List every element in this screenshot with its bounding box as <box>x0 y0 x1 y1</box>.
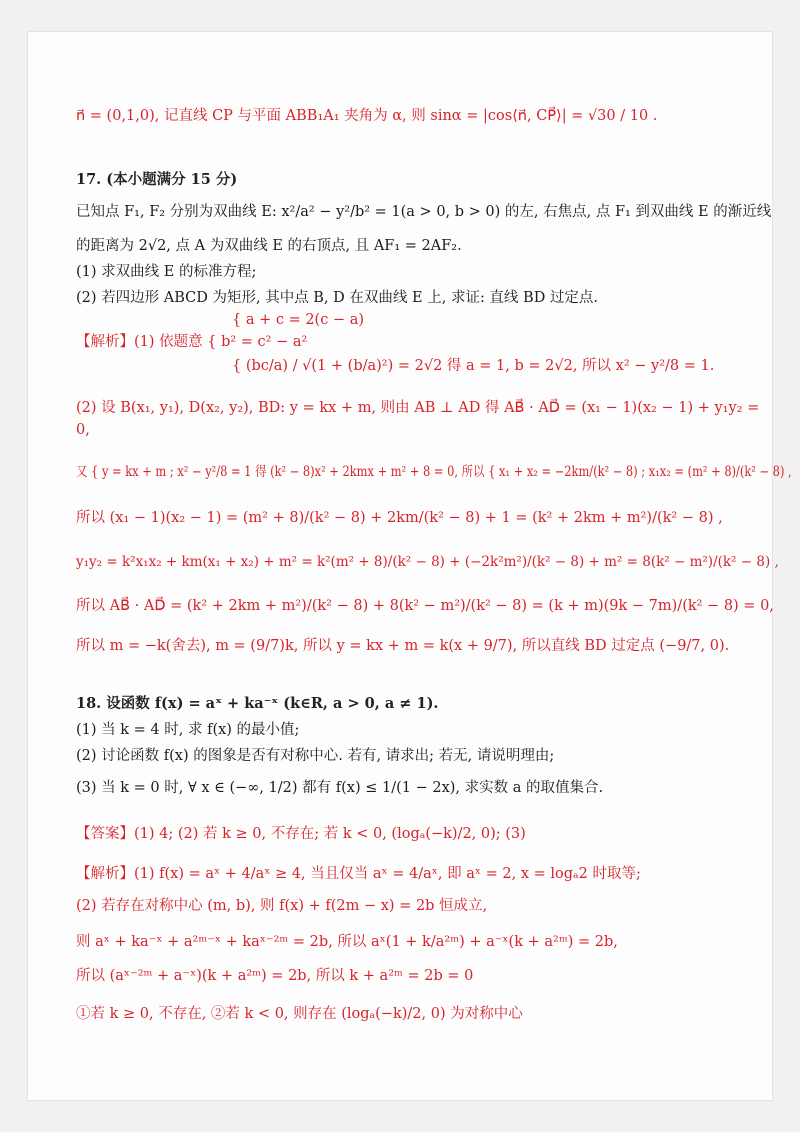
solution-line: 所以 (aˣ⁻²ᵐ + a⁻ˣ)(k + a²ᵐ) = 2b, 所以 k + a²ᵐ = 2b = 0 <box>76 968 474 984</box>
solution-line: { (bc/a) / √(1 + (b/a)²) = 2√2 得 a = 1, b = 2√2, 所以 x² − y²/8 = 1. <box>232 358 715 374</box>
solution-line: 所以 (x₁ − 1)(x₂ − 1) = (m² + 8)/(k² − 8) + 2km/(k² − 8) + 1 = (k² + 2km + m²)/(k² − 8) , <box>76 510 723 526</box>
problem-17-heading: 17. (本小题满分 15 分) <box>76 171 238 188</box>
answer-line: 【答案】(1) 4; (2) 若 k ≥ 0, 不存在; 若 k < 0, (logₐ(−k)/2, 0); (3) <box>76 826 526 842</box>
solution-line: (2) 设 B(x₁, y₁), D(x₂, y₂), BD: y = kx + m, 则由 AB ⊥ AD 得 AB⃗ · AD⃗ = (x₁ − 1)(x₂ − 1) + y₁y₂ = <box>76 400 760 416</box>
solution-line: 又 { y = kx + m ; x² − y²/8 = 1 得 (k² − 8)x² + 2kmx + m² + 8 = 0, 所以 { x₁ + x₂ = −2km/(k² − 8) ; x₁x₂ = (m² + 8)/(k² − 8) , <box>76 464 792 480</box>
problem-18-heading: 18. 设函数 f(x) = aˣ + ka⁻ˣ (k∈R, a > 0, a ≠ 1). <box>76 695 439 712</box>
problem-18-part-1: (1) 当 k = 4 时, 求 f(x) 的最小值; <box>76 722 300 738</box>
solution-line: 【解析】(1) 依题意 { b² = c² − a² <box>76 334 308 350</box>
problem-17-part-2: (2) 若四边形 ABCD 为矩形, 其中点 B, D 在双曲线 E 上, 求证: 直线 BD 过定点. <box>76 290 599 306</box>
problem-17-statement: 已知点 F₁, F₂ 分别为双曲线 E: x²/a² − y²/b² = 1(a > 0, b > 0) 的左, 右焦点, 点 F₁ 到双曲线 E 的渐近线 <box>76 204 772 220</box>
solution-line: 所以 m = −k(舍去), m = (9/7)k, 所以 y = kx + m = k(x + 9/7), 所以直线 BD 过定点 (−9/7, 0). <box>76 638 730 654</box>
solution-line: 【解析】(1) f(x) = aˣ + 4/aˣ ≥ 4, 当且仅当 aˣ = 4/aˣ, 即 aˣ = 2, x = logₐ2 时取等; <box>76 866 641 882</box>
solution-line: n⃗ = (0,1,0), 记直线 CP 与平面 ABB₁A₁ 夹角为 α, 则 sinα = |cos⟨n⃗, CP⃗⟩| = √30 / 10 . <box>76 108 658 124</box>
solution-line: 则 aˣ + ka⁻ˣ + a²ᵐ⁻ˣ + kaˣ⁻²ᵐ = 2b, 所以 aˣ(1 + k/a²ᵐ) + a⁻ˣ(k + a²ᵐ) = 2b, <box>76 934 618 950</box>
solution-line: y₁y₂ = k²x₁x₂ + km(x₁ + x₂) + m² = k²(m² + 8)/(k² − 8) + (−2k²m²)/(k² − 8) + m² = 8(k² − m²)/(k² − 8) , <box>76 554 779 570</box>
solution-line: ①若 k ≥ 0, 不存在, ②若 k < 0, 则存在 (logₐ(−k)/2, 0) 为对称中心 <box>76 1006 523 1022</box>
solution-line: 0, <box>76 422 90 438</box>
solution-line: { a + c = 2(c − a) <box>232 312 365 328</box>
solution-line: (2) 若存在对称中心 (m, b), 则 f(x) + f(2m − x) = 2b 恒成立, <box>76 898 488 914</box>
problem-17-statement: 的距离为 2√2, 点 A 为双曲线 E 的右顶点, 且 AF₁ = 2AF₂. <box>76 238 462 254</box>
problem-18-part-3: (3) 当 k = 0 时, ∀ x ∈ (−∞, 1/2) 都有 f(x) ≤ 1/(1 − 2x), 求实数 a 的取值集合. <box>76 780 604 796</box>
problem-18-part-2: (2) 讨论函数 f(x) 的图象是否有对称中心. 若有, 请求出; 若无, 请说明理由; <box>76 748 555 764</box>
problem-17-part-1: (1) 求双曲线 E 的标准方程; <box>76 264 257 280</box>
solution-line: 所以 AB⃗ · AD⃗ = (k² + 2km + m²)/(k² − 8) + 8(k² − m²)/(k² − 8) = (k + m)(9k − 7m)/(k² − 8) = 0, <box>76 598 774 614</box>
